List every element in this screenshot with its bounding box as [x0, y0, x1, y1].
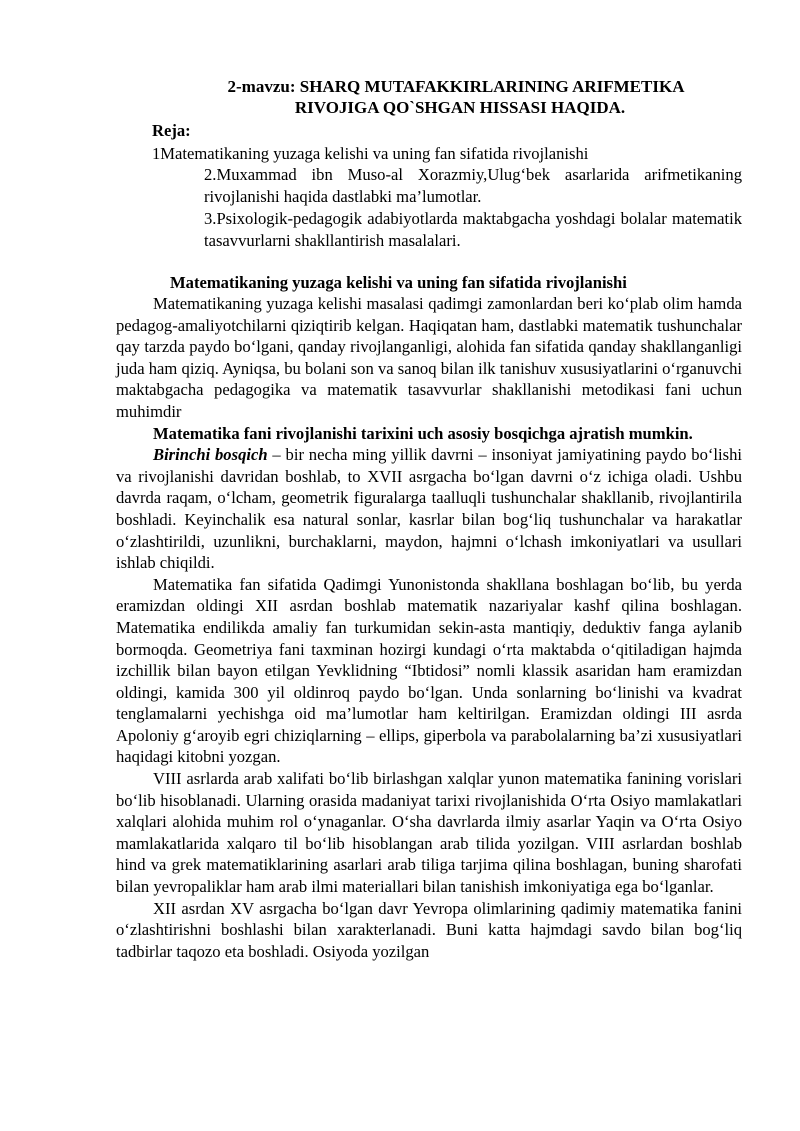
paragraph-3 — [116, 444, 742, 574]
plan-heading: Reja: — [152, 121, 191, 140]
plan-item-3: 3.Psixologik-pedagogik adabiyotlarda maktabgacha yoshdagi bolalar matematik tasavvurlarni shakllantirish masalalari. — [204, 209, 742, 250]
plan-item-2: 2.Muxammad ibn Muso-al Xorazmiy,Ulug‘bek asarlarida arifmetikaning rivojlanishi haqida dastlabki ma’lumotlar. — [204, 165, 742, 206]
paragraph-3-lead: Birinchi bosqich — [153, 445, 268, 465]
paragraph-3-text: – bir necha ming yillik davrni – insoniyat jamiyatining paydo bo‘lishi va rivojlanishi davridan boshlab, to XVII asrgacha bo‘lgan davrni o‘z ichiga oladi. Ushbu davrda raqam, o‘lcham, geometrik figuralarga taalluqli tushunchalar shakllanib, rivojlantirila boshladi. Keyinchalik esa natural sonlar, kasrlar bilan bog‘liq tushunchalar va harakatlar o‘zlashtirildi, uzunlikni, burchaklarni, maydon, hajmni o‘lchash imkoniyatlari va usullari ishlab chiqildi. — [116, 445, 742, 573]
paragraph-2: Matematika fani rivojlanishi tarixini uch asosiy bosqichga ajratish mumkin. — [153, 423, 693, 443]
paragraph-6: XII asrdan XV asrgacha bo‘lgan davr Yevropa olimlarining qadimiy matematika fanini o‘zlashtirishni boshlashi bilan xarakterlanadi. Buni katta hajmdagi savdo bilan bog‘liq tadbirlar taqozo eta boshladi. Osiyoda yozilgan — [116, 898, 742, 961]
paragraph-5: VIII asrlarda arab xalifati bo‘lib birlashgan xalqlar yunon matematika fanining vorislari bo‘lib hisoblanadi. Ularning orasida madaniyat tarixi rivojlanishida O‘rta Osiyo mamlakatlari xalqlari alohida muhim rol o‘ynaganlar. O‘sha davrlarda ilmiy asarlar Yaqin va O‘rta Osiyo mamlakatlarida xalqaro til bo‘lib hisoblangan arab tilida yozilgan. VIII asrlardan boshlab hind va grek matematiklarining asarlari arab tiliga tarjima qilina boshlagan, buning sharofati bilan yevropaliklar ham arab ilmi materiallari bilan tanishish imkoniyatiga ega bo‘lganlar. — [116, 769, 742, 897]
body-text — [116, 293, 742, 962]
paragraph-4: Matematika fan sifatida Qadimgi Yunonistonda shakllana boshlagan bo‘lib, bu yerda eramizdan oldingi XII asrdan boshlab matematik nazariyalar kashf qilina boshlagan. Matematika endilikda amaliy fan turkumidan sekin-asta mantiqiy, deduktiv fanga aylanib bormoqda. Geometriya fani taxminan hozirgi kundagi o‘rta maktabda o‘qitiladigan hajmda izchillik bilan bayon etilgan Yevklidning “Ibtidosi” nomli klassik asaridan ham eramizdan oldingi, kamida 300 yil oldinroq paydo bo‘lgan. Unda sonlarning bo‘linishi va kvadrat tenglamalarni yechishga oid ma’lumotlar ham keltirilgan. Eramizdan oldingi III asrda Apoloniy g‘aroyib egri chiziqlarning – ellips, giperbola va parabolalarning ba’zi xususiyatlari haqidagi kitobni yozgan. — [116, 574, 742, 767]
page-title — [118, 76, 784, 118]
section-heading: Matematikaning yuzaga kelishi va uning fan sifatida rivojlanishi — [170, 273, 627, 292]
title-line-2: RIVOJIGA QO`SHGAN HISSASI HAQIDA. — [294, 98, 626, 117]
paragraph-1: Matematikaning yuzaga kelishi masalasi qadimgi zamonlardan beri ko‘plab olim hamda pedagog-amaliyotchilarni qiziqtirib kelgan. Haqiqatan ham, dastlabki matematik tushunchalar qay tarzda paydo bo‘lgani, qanday rivojlanganligi, alohida fan sifatida qanday shakllanganligi juda ham qiziq. Ayniqsa, bu bolani son va sanoq bilan ilk tanishuv xususiyatlarini o‘rganuvchi maktabgacha pedagogika va matematik tasavvurlar shakllanishi metodikasi fani uchun muhimdir — [116, 294, 742, 421]
title-line-1: 2-mavzu: SHARQ MUTAFAKKIRLARINING ARIFMETIKA — [227, 77, 685, 96]
plan-item-1: 1Matematikaning yuzaga kelishi va uning fan sifatida rivojlanishi — [152, 144, 589, 163]
